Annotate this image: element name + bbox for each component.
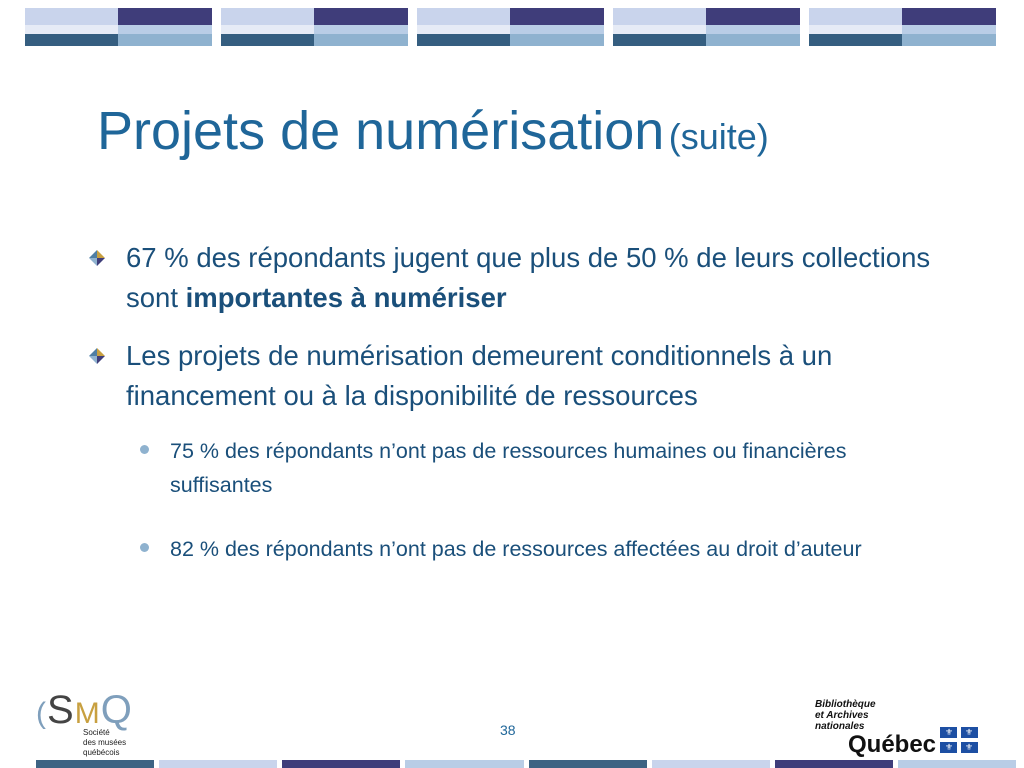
sub-bullet2-text: 82 % des répondants n’ont pas de ressources affectées au droit d’auteur	[170, 537, 862, 561]
bullet-text	[126, 238, 948, 318]
smq-logo-letters: (SMQ	[36, 688, 133, 732]
quebec-wordmark: Québec	[848, 731, 937, 758]
smq-caption-line: Société	[83, 728, 110, 737]
banner-tile	[613, 8, 800, 46]
dot-bullet-icon	[140, 445, 149, 454]
header-banner	[25, 8, 996, 46]
banner-tile	[417, 8, 604, 46]
slide-title-suite: (suite)	[668, 116, 769, 157]
diamond-bullet-icon	[88, 249, 106, 267]
smq-letter-m: M	[74, 697, 101, 730]
slide-content	[88, 238, 948, 596]
smq-caption-line: des musées	[83, 738, 127, 747]
bullet1-bold: importantes à numériser	[185, 282, 507, 313]
smq-caption	[83, 728, 163, 758]
smq-letter-q: Q	[100, 688, 133, 732]
sub-bullet-item	[140, 532, 948, 566]
sub-bullet1-text: 75 % des répondants n’ont pas de ressources humaines ou financières suffisantes	[170, 439, 847, 497]
baq-line: et Archives	[815, 710, 869, 721]
sub-bullet-item	[140, 434, 948, 502]
bullet1-text: 67 % des répondants jugent que plus de 50 % de leurs collections sont	[126, 242, 931, 313]
footer-bar	[36, 760, 1016, 768]
bullet-item	[88, 336, 948, 416]
smq-caption-line: québécois	[83, 748, 120, 757]
diamond-bullet-icon	[88, 347, 106, 365]
smq-logo	[36, 688, 133, 757]
baq-line: nationales	[815, 721, 865, 732]
banner-tile	[809, 8, 996, 46]
smq-letter-s: S	[47, 688, 75, 732]
slide-title	[97, 100, 769, 162]
dot-bullet-icon	[140, 543, 149, 552]
banner-tile	[25, 8, 212, 46]
bullet-item	[88, 238, 948, 318]
baq-logo-text	[815, 699, 876, 732]
baq-line: Bibliothèque	[815, 699, 876, 710]
quebec-flag-icon: ⚜ ⚜ ⚜ ⚜	[940, 727, 978, 753]
slide-title-main: Projets de numérisation	[97, 101, 665, 161]
banner-tile	[221, 8, 408, 46]
bullet2-text: Les projets de numérisation demeurent conditionnels à un financement ou à la disponibilité de ressources	[126, 340, 833, 411]
page-number: 38	[500, 722, 516, 738]
